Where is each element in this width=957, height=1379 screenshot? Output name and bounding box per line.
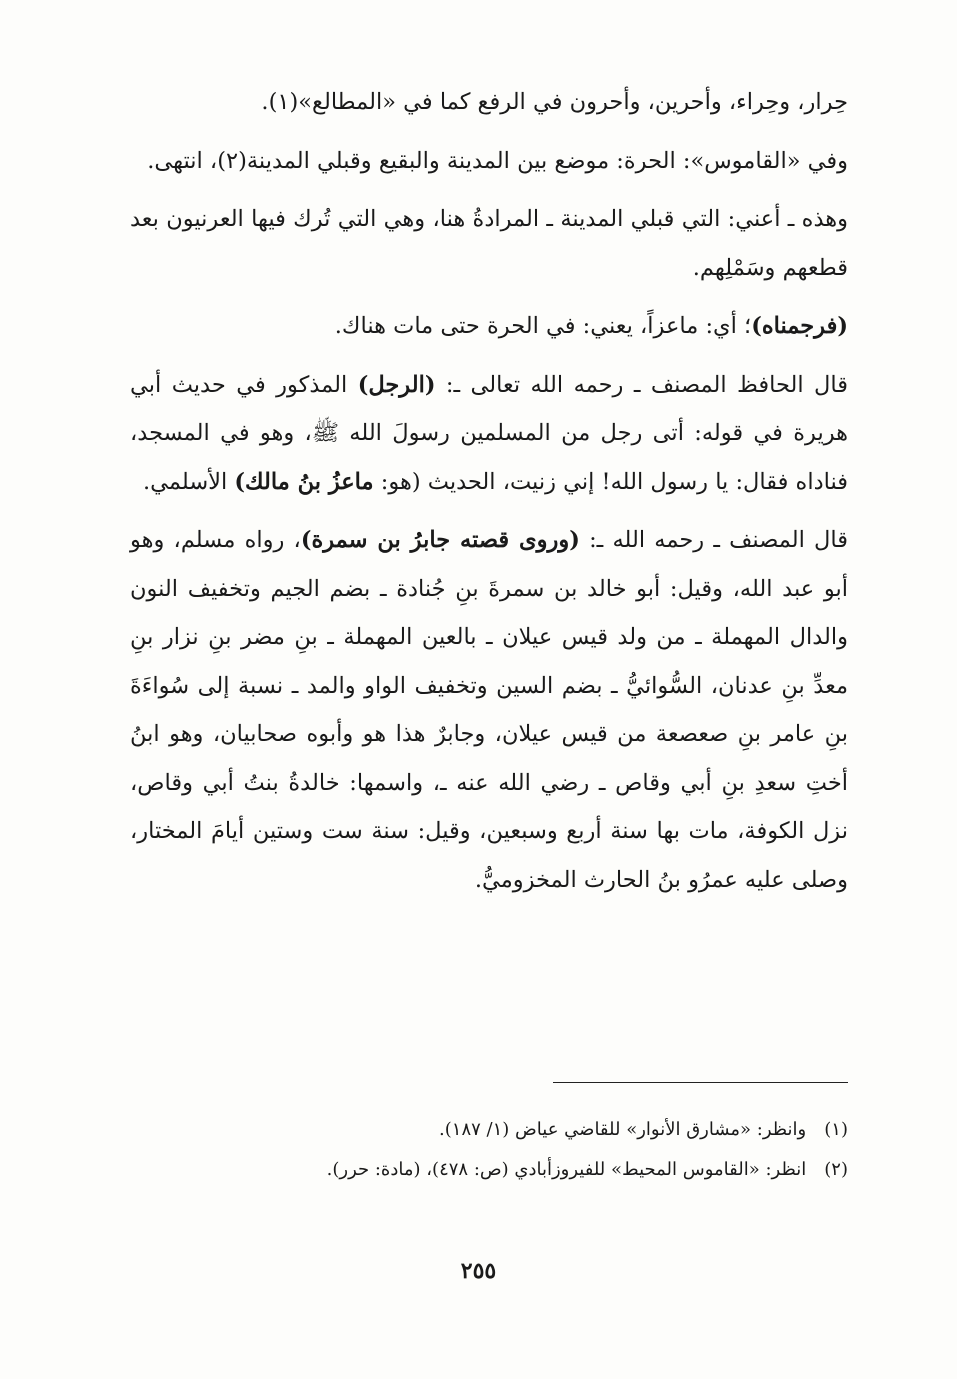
- paragraph-4: (فرجمناه)؛ أي: ماعزاً، يعني: في الحرة حتى مات هناك.: [334, 313, 848, 339]
- paragraph-3: وهذه ـ أعني: التي قبلي المدينة ـ المرادةُ هنا، وهي التي تُرك فيها العرنيون بعد قطعهم وسَمْلِهم.: [130, 206, 848, 281]
- main-text: [130, 78, 848, 904]
- page-number: ٢٥٥: [460, 1258, 497, 1284]
- footnote-number: (١): [824, 1119, 848, 1140]
- bold-phrase: ماعزُ بنُ مالك): [234, 468, 374, 495]
- footnote-1: (١)وانظر: «مشارق الأنوار» للقاضي عياض (١/ ١٨٧).: [439, 1119, 848, 1140]
- bold-phrase: (الرجل): [357, 371, 436, 398]
- paragraph-6: قال المصنف ـ رحمه الله ـ: (وروى قصته جابرُ بن سمرة)، رواه مسلم، وهو أبو عبد الله، وقيل: أبو خالد بن سمرةَ بنِ جُنادة ـ بضم الجيم وتخفيف النون والدال المهملة ـ من ولد قيس عيلان ـ بالعين المهملة ـ بنِ مضر بنِ نزار بنِ معدِّ بنِ عدنان، السُّوائيُّ ـ بضم السين وتخفيف الواو والمد ـ نسبة إلى سُواءَةَ بنِ عامر بنِ صعصعة من قيس عيلان، وجابرٌ هذا هو وأبوه صحابيان، وهو ابنُ أختِ سعدِ بنِ أبي وقاص ـ رضي الله عنه ـ، واسمها: خالدةُ بنتُ أبي وقاص، نزل الكوفة، مات بها سنة أربع وسبعين، وقيل: سنة ست وستين أيامَ المختار، وصلى عليه عمرُو بنُ الحارث المخزوميُّ.: [130, 527, 848, 893]
- footnotes: [130, 1110, 848, 1190]
- footnote-2: (٢)انظر: «القاموس المحيط» للفيروزأبادي (ص: ٤٧٨)، (مادة: حرر).: [326, 1159, 848, 1180]
- paragraph-5: قال الحافظ المصنف ـ رحمه الله تعالى ـ: (الرجل) المذكور في حديث أبي هريرة في قوله: أتى رجل من المسلمين رسولَ الله ﷺ، وهو في المسجد، فناداه فقال: يا رسول الله! إني زنيت، الحديث (هو: ماعزُ بنُ مالك) الأسلمي.: [130, 371, 848, 495]
- paragraph-2: وفي «القاموس»: الحرة: موضع بين المدينة والبقيع وقبلي المدينة(٢)، انتهى.: [147, 147, 848, 174]
- footnote-divider: [553, 1082, 848, 1083]
- bold-phrase: (وروى قصته جابرُ بن سمرة): [300, 527, 580, 553]
- paragraph-1: حِرار، وحِراء، وأحرين، وأحرون في الرفع كما في «المطالع»(١).: [261, 89, 848, 115]
- footnote-number: (٢): [824, 1159, 848, 1180]
- bold-phrase: (فرجمناه): [751, 313, 848, 339]
